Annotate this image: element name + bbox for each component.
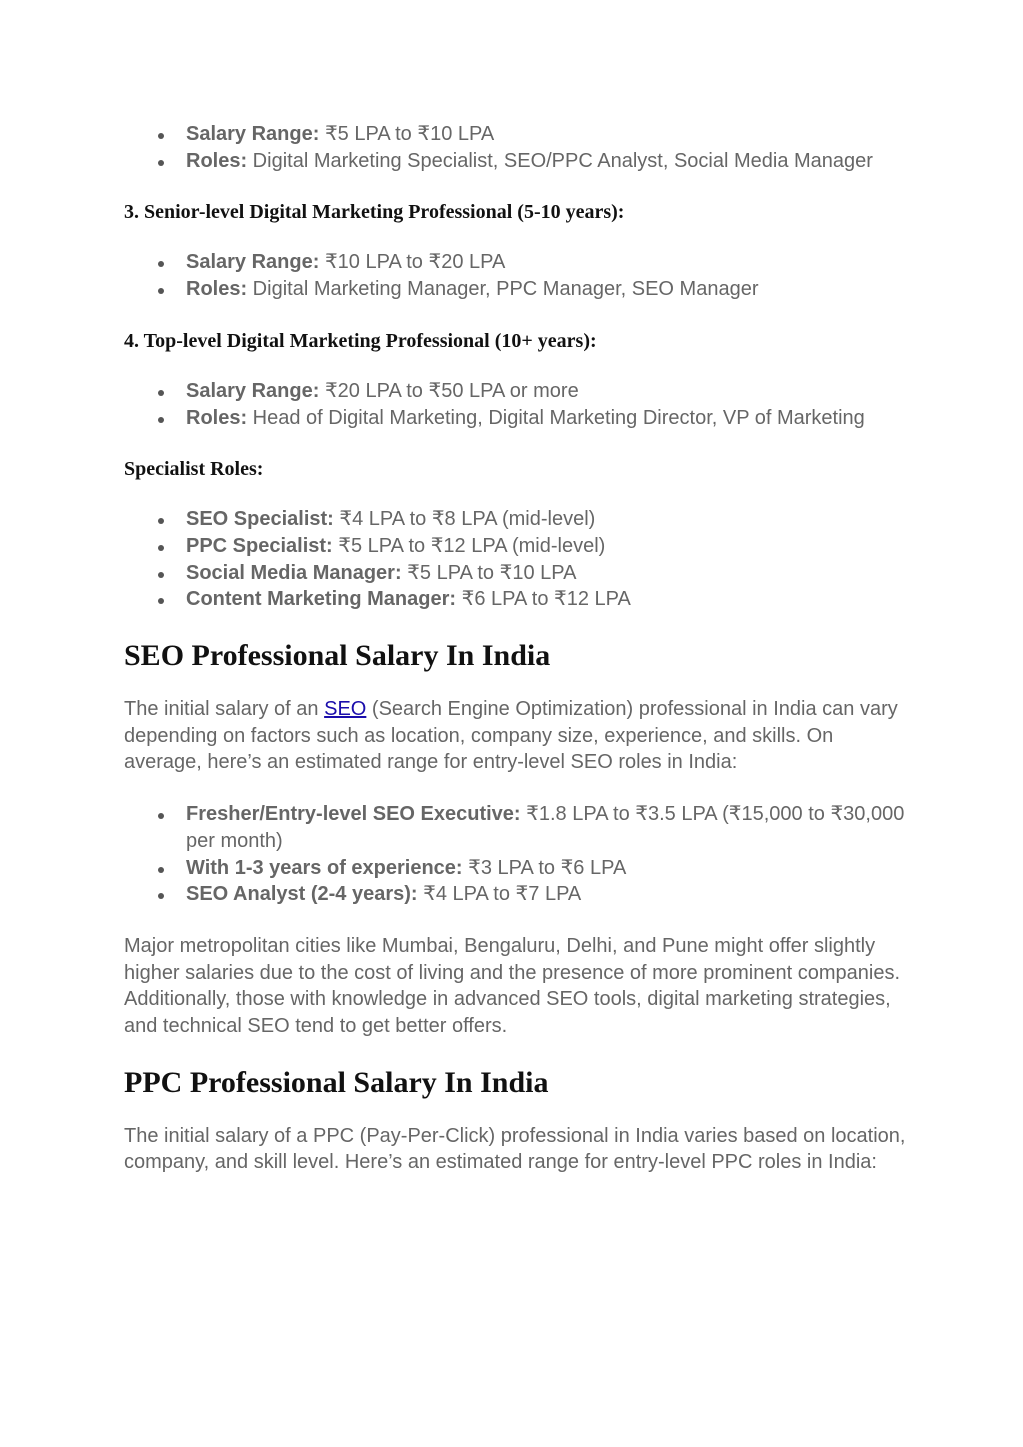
list-item — [186, 881, 914, 908]
list-item — [186, 801, 914, 854]
item-label: Roles: — [186, 278, 248, 301]
list-item — [186, 276, 914, 303]
specialist-roles-heading: Specialist Roles: — [124, 458, 264, 481]
top-level-details-list — [124, 378, 914, 431]
list-item — [186, 121, 914, 148]
list-item — [186, 378, 914, 405]
document-page — [124, 121, 914, 1176]
item-value: ₹5 LPA to ₹10 LPA — [401, 561, 577, 584]
item-label: SEO Analyst (2-4 years): — [186, 883, 418, 906]
seo-section-title: SEO Professional Salary In India — [124, 639, 551, 673]
seo-salary-list — [124, 801, 914, 908]
ppc-section-title: PPC Professional Salary In India — [124, 1065, 549, 1099]
item-label: Roles: — [186, 406, 248, 429]
top-level-heading: 4. Top-level Digital Marketing Professional (10+ years): — [124, 329, 597, 352]
list-item — [186, 506, 914, 533]
item-value: ₹4 LPA to ₹8 LPA (mid-level) — [333, 508, 596, 531]
item-label: Salary Range: — [186, 251, 320, 274]
item-value: ₹10 LPA to ₹20 LPA — [319, 251, 506, 274]
item-value: Head of Digital Marketing, Digital Marketing Director, VP of Marketing — [247, 406, 865, 429]
senior-level-details-list — [124, 249, 914, 302]
list-item — [186, 533, 914, 560]
item-value: Digital Marketing Specialist, SEO/PPC Analyst, Social Media Manager — [247, 149, 873, 172]
item-label: Salary Range: — [186, 123, 320, 145]
item-label: Social Media Manager: — [186, 561, 402, 584]
list-item — [186, 586, 914, 613]
item-label: Content Marketing Manager: — [186, 588, 457, 611]
senior-level-heading: 3. Senior-level Digital Marketing Professional (5-10 years): — [124, 201, 625, 224]
item-value: ₹1.8 LPA to ₹3.5 LPA (₹15,000 to ₹30,000 per month) — [186, 803, 905, 852]
item-label: PPC Specialist: — [186, 534, 333, 557]
mid-level-details-list — [124, 121, 914, 174]
seo-intro-before: The initial salary of an — [124, 698, 325, 721]
list-item — [186, 405, 914, 432]
item-value: ₹6 LPA to ₹12 LPA — [456, 588, 631, 611]
item-value: ₹5 LPA to ₹10 LPA — [319, 123, 495, 145]
item-value: ₹20 LPA to ₹50 LPA or more — [319, 379, 579, 402]
list-item — [186, 855, 914, 882]
item-value: ₹3 LPA to ₹6 LPA — [462, 856, 627, 879]
seo-intro-after: (Search Engine Optimization) professional in India can vary depending on factors such as location, company size, experience, and skills. On average, here’s an estimated range for entry-level SEO roles in India: — [124, 698, 898, 774]
list-item — [186, 148, 914, 175]
item-value: ₹4 LPA to ₹7 LPA — [417, 883, 582, 906]
item-value: Digital Marketing Manager, PPC Manager, SEO Manager — [247, 278, 759, 301]
item-label: Fresher/Entry-level SEO Executive: — [186, 803, 521, 826]
specialist-roles-list — [124, 506, 914, 613]
seo-link[interactable]: SEO — [324, 698, 367, 721]
seo-intro-paragraph — [124, 696, 914, 776]
ppc-intro-paragraph: The initial salary of a PPC (Pay-Per-Click) professional in India varies based on location, company, and skill level. Here’s an estimated range for entry-level PPC roles in India: — [124, 1124, 906, 1174]
seo-closing-paragraph: Major metropolitan cities like Mumbai, Bengaluru, Delhi, and Pune might offer slightly higher salaries due to the cost of living and the presence of more prominent companies. Additionally, those with knowledge in advanced SEO tools, digital marketing strategies, and technical SEO tend to get better offers. — [124, 934, 900, 1038]
item-label: With 1-3 years of experience: — [186, 856, 463, 879]
item-label: Salary Range: — [186, 379, 320, 402]
item-label: SEO Specialist: — [186, 508, 334, 531]
item-value: ₹5 LPA to ₹12 LPA (mid-level) — [332, 534, 606, 557]
list-item — [186, 249, 914, 276]
list-item — [186, 560, 914, 587]
item-label: Roles: — [186, 149, 248, 172]
